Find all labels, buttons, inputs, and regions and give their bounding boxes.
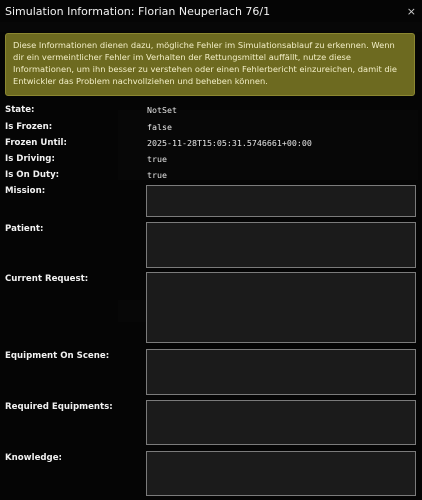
patient-label: Patient: <box>5 224 44 234</box>
patient-textarea[interactable] <box>146 222 416 268</box>
info-notice <box>5 33 415 96</box>
equipment-on-scene-textarea[interactable] <box>146 349 416 395</box>
mission-textarea[interactable] <box>146 185 416 217</box>
modal-header <box>0 0 422 22</box>
knowledge-label: Knowledge: <box>5 453 62 463</box>
frozen-until-value: 2025-11-28T15:05:31.5746661+00:00 <box>147 138 312 148</box>
equipment-on-scene-label: Equipment On Scene: <box>5 351 110 361</box>
state-value: NotSet <box>147 105 177 115</box>
is-driving-label: Is Driving: <box>5 154 55 164</box>
required-equipments-label: Required Equipments: <box>5 402 113 412</box>
is-frozen-value: false <box>147 122 172 132</box>
close-icon[interactable]: × <box>406 4 416 18</box>
mission-label: Mission: <box>5 186 46 196</box>
frozen-until-label: Frozen Until: <box>5 138 67 148</box>
is-on-duty-label: Is On Duty: <box>5 170 60 180</box>
notice-text: Diese Informationen dienen dazu, mögliche Fehler im Simulationsablauf zu erkennen. Wenn dir ein vermeintlicher Fehler im Verhalten der Rettungsmittel auffällt, nutze diese Informationen, um ihn besser zu verstehen oder einen Fehlerbericht einzureichen, damit die Entwickler das Problem nachvollziehen und beheben können. <box>13 40 398 86</box>
is-frozen-label: Is Frozen: <box>5 122 53 132</box>
state-label: State: <box>5 105 35 115</box>
current-request-label: Current Request: <box>5 274 89 284</box>
is-driving-value: true <box>147 154 167 164</box>
is-on-duty-value: true <box>147 170 167 180</box>
current-request-textarea[interactable] <box>146 272 416 343</box>
modal-title: Simulation Information: Florian Neuperlach 76/1 <box>5 4 271 18</box>
knowledge-textarea[interactable] <box>146 451 416 496</box>
required-equipments-textarea[interactable] <box>146 400 416 445</box>
